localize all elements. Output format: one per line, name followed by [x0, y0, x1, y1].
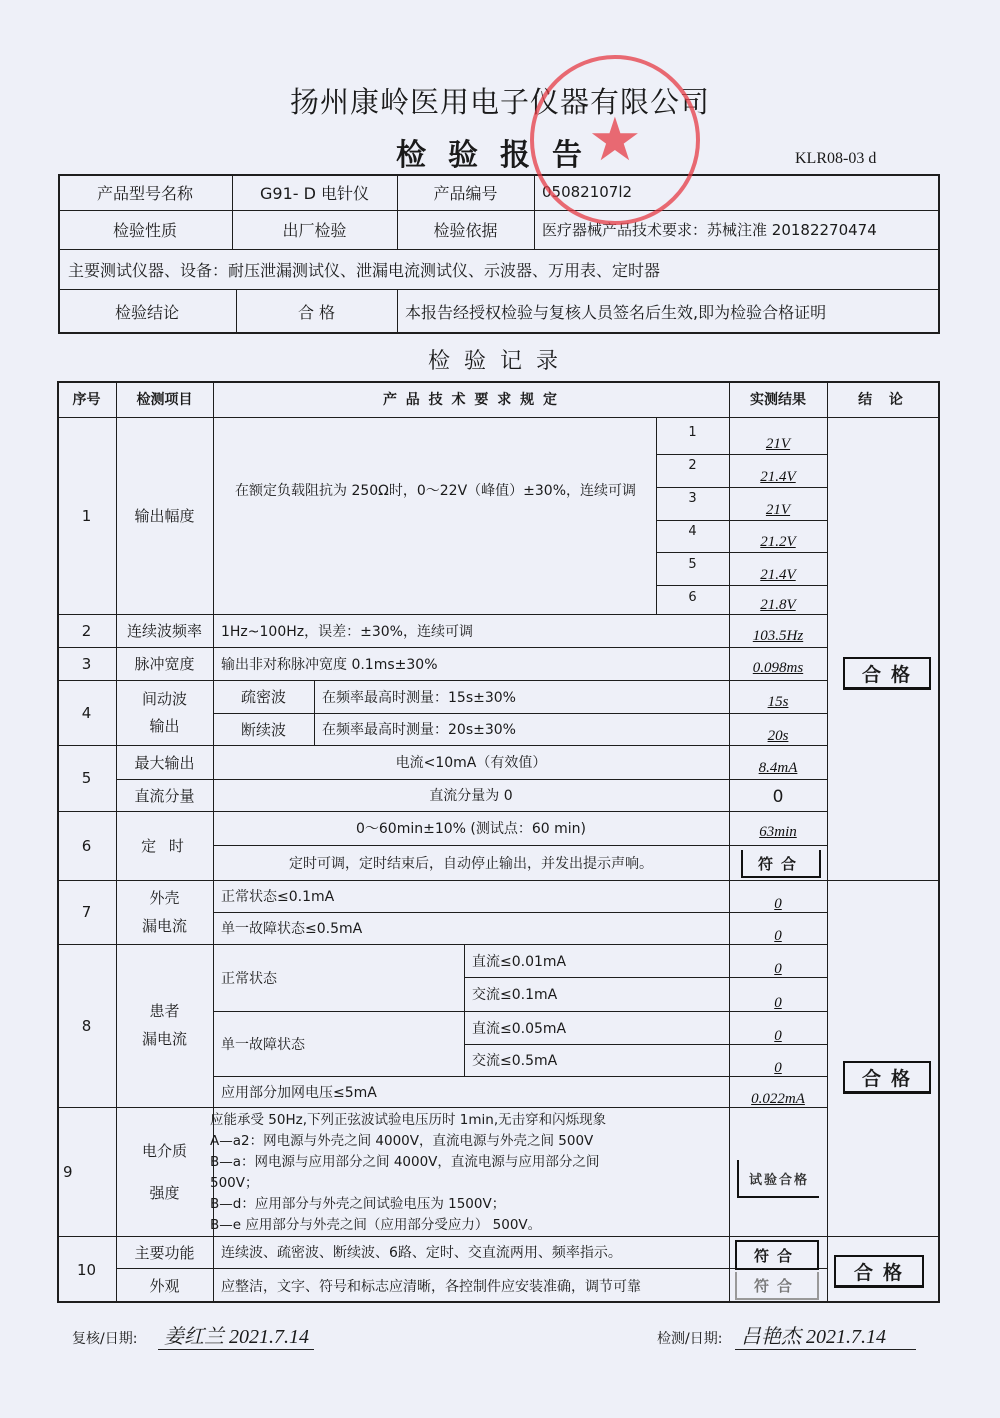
row8-item-line2: 漏电流 [141, 1029, 187, 1048]
basis-value: 医疗器械产品技术要求：苏械注准 20182270474 [542, 221, 877, 239]
row2-result: 103.5Hz [752, 627, 804, 644]
row4-item-line2: 输出 [149, 716, 180, 735]
row8-group1-state: 正常状态 [221, 970, 277, 987]
row8-group2-state: 单一故障状态 [221, 1036, 305, 1053]
row3-no: 3 [81, 654, 92, 673]
instruments-text: 主要测试仪器、设备：耐压泄漏测试仪、泄漏电流测试仪、示波器、万用表、定时器 [68, 260, 661, 280]
channel-2: 2 [688, 458, 697, 473]
header-no: 序号 [72, 392, 101, 408]
product-no-label: 产品编号 [433, 183, 498, 203]
row2-spec: 1Hz~100Hz，误差：±30%，连续可调 [221, 623, 473, 640]
row7-item-line2: 漏电流 [141, 916, 187, 935]
row8-extra-spec: 应用部分加网电压≤5mA [221, 1084, 377, 1101]
conclusion-stamp-1: 合格 [843, 657, 931, 690]
review-date-label: 复核/日期: [72, 1331, 138, 1347]
row9-item-line1: 电介质 [141, 1141, 187, 1160]
row8-item-line1: 患者 [149, 1001, 180, 1020]
row9-spec [210, 1110, 730, 1236]
row8-g1-sub1-result: 0 [774, 960, 782, 977]
row5-sub1-item: 最大输出 [134, 753, 195, 772]
result-ch2: 21.4V [760, 468, 796, 485]
conclusion-stamp-2: 合格 [843, 1061, 931, 1094]
row10-sub2-result-stamp: 符合 [735, 1272, 819, 1300]
row10-sub2-item: 外观 [149, 1277, 180, 1295]
row6-no: 6 [81, 836, 92, 855]
row4-sub1-result: 15s [767, 693, 789, 710]
row5-no: 5 [81, 769, 92, 787]
row7-sub2-result: 0 [774, 927, 782, 944]
row10-sub1-spec: 连续波、疏密波、断续波、6路、定时、交直流两用、频率指示。 [221, 1245, 622, 1261]
row7-sub2-spec: 单一故障状态≤0.5mA [221, 921, 363, 937]
row4-item-line1: 间动波 [141, 689, 187, 708]
row5-sub1-spec: 电流<10mA（有效值） [395, 755, 547, 771]
channel-6: 6 [688, 590, 697, 605]
row1-spec: 在额定负载阻抗为 250Ω时，0～22V（峰值）±30%，连续可调 [235, 483, 637, 499]
row7-item-line1: 外壳 [149, 888, 180, 907]
row9-item-line2: 强度 [149, 1183, 180, 1202]
row5-sub2-item: 直流分量 [134, 786, 195, 805]
record-title: 检验记录 [427, 349, 572, 374]
row2-item: 连续波频率 [126, 622, 202, 640]
row6-item: 定 时 [141, 837, 188, 855]
product-model-value: G91- D 电针仪 [259, 183, 370, 203]
row8-g2-sub2-spec: 交流≤0.5mA [472, 1053, 558, 1069]
row7-sub1-spec: 正常状态≤0.1mA [221, 889, 335, 905]
row5-sub2-spec: 直流分量为 0 [429, 788, 513, 804]
conclusion-stamp-3: 合格 [834, 1255, 924, 1288]
result-ch6: 21.8V [760, 596, 796, 613]
row9-spec-line: B—d：应用部分与外壳之间试验电压为 1500V； [210, 1196, 506, 1212]
row3-spec: 输出非对称脉冲宽度 0.1ms±30% [221, 656, 438, 673]
row10-sub2-spec: 应整洁，文字、符号和标志应清晰，各控制件应安装准确，调节可靠 [221, 1278, 641, 1295]
row8-extra-result: 0.022mA [751, 1090, 805, 1107]
channel-5: 5 [688, 557, 697, 572]
row9-no: 9 [63, 1162, 73, 1181]
channel-3: 3 [688, 491, 697, 506]
result-ch1: 21V [765, 435, 791, 452]
row8-g1-sub2-spec: 交流≤0.1mA [472, 987, 558, 1003]
result-ch3: 21V [765, 501, 791, 518]
row7-no: 7 [81, 903, 92, 921]
row5-sub2-result: 0 [772, 787, 784, 807]
row4-sub2-name: 断续波 [240, 720, 286, 739]
channel-4: 4 [688, 524, 697, 539]
row5-sub1-result: 8.4mA [758, 759, 798, 776]
header-spec: 产 品 技 术 要 求 规 定 [382, 392, 560, 408]
row8-g2-sub2-result: 0 [774, 1059, 782, 1076]
row9-spec-line: 500V； [210, 1175, 259, 1191]
company-name: 扬州康岭医用电子仪器有限公司 [289, 85, 710, 119]
row3-result: 0.098ms [752, 659, 804, 676]
basis-label: 检验依据 [433, 221, 498, 240]
row2-no: 2 [81, 621, 92, 640]
row8-no: 8 [81, 1016, 92, 1035]
seal-star-icon: ★ [588, 105, 642, 175]
row9-spec-line: 应能承受 50Hz,下列正弦波试验电压历时 1min,无击穿和闪烁现象 [210, 1112, 607, 1128]
row9-result-stamp: 试验合格 [737, 1160, 819, 1198]
row8-g1-sub2-result: 0 [774, 994, 782, 1011]
row9-spec-line: B—e 应用部分与外壳之间（应用部分受应力） 500V。 [210, 1217, 542, 1233]
product-model-label: 产品型号名称 [96, 183, 193, 203]
row8-g2-sub1-spec: 直流≤0.05mA [472, 1020, 567, 1037]
row4-sub2-result: 20s [767, 727, 789, 744]
row6-sub1-result: 63min [759, 823, 797, 840]
row10-sub1-item: 主要功能 [134, 1243, 195, 1262]
row4-sub2-spec: 在频率最高时测量：20s±30% [322, 722, 516, 738]
inspection-type-label: 检验性质 [112, 221, 177, 240]
header-conclusion: 结 论 [858, 392, 909, 408]
result-ch5: 21.4V [760, 566, 796, 583]
report-title: 检验报告 [396, 138, 604, 173]
test-signature: 吕艳杰 2021.7.14 [735, 1320, 916, 1350]
row1-no: 1 [81, 506, 92, 525]
row8-g2-sub1-result: 0 [774, 1027, 782, 1044]
row6-sub1-spec: 0～60min±10% (测试点：60 min) [355, 821, 586, 837]
inspection-type-value: 出厂检验 [282, 221, 347, 240]
row4-sub1-spec: 在频率最高时测量：15s±30% [322, 689, 516, 706]
row7-sub1-result: 0 [774, 895, 782, 912]
review-signature: 姜红兰 2021.7.14 [158, 1320, 314, 1350]
header-item: 检测项目 [136, 392, 193, 408]
row6-sub2-spec: 定时可调，定时结束后，自动停止输出，并发出提示声响。 [289, 855, 653, 872]
conclusion-label: 检验结论 [114, 303, 179, 322]
channel-1: 1 [688, 425, 697, 440]
row3-item: 脉冲宽度 [134, 655, 195, 673]
result-ch4: 21.2V [760, 533, 796, 550]
header-result: 实测结果 [750, 392, 806, 408]
row10-no: 10 [76, 1260, 97, 1279]
test-date-label: 检测/日期: [657, 1331, 723, 1347]
row10-sub1-result-stamp: 符合 [735, 1240, 819, 1270]
row9-spec-line: B—a：网电源与应用部分之间 4000V，直流电源与应用部分之间 [210, 1154, 600, 1170]
row1-item: 输出幅度 [134, 507, 195, 525]
validity-note: 本报告经授权检验与复核人员签名后生效,即为检验合格证明 [405, 303, 827, 322]
row6-sub2-result-stamp: 符合 [741, 850, 821, 878]
row9-spec-line: A—a2：网电源与外壳之间 4000V，直流电源与外壳之间 500V [210, 1133, 594, 1149]
form-code: KLR08-03 d [795, 150, 877, 167]
conclusion-value: 合 格 [297, 303, 336, 322]
row4-no: 4 [81, 703, 92, 722]
row8-g1-sub1-spec: 直流≤0.01mA [472, 953, 567, 970]
row4-sub1-name: 疏密波 [240, 688, 286, 706]
product-no-value: 05082107l2 [542, 183, 633, 201]
